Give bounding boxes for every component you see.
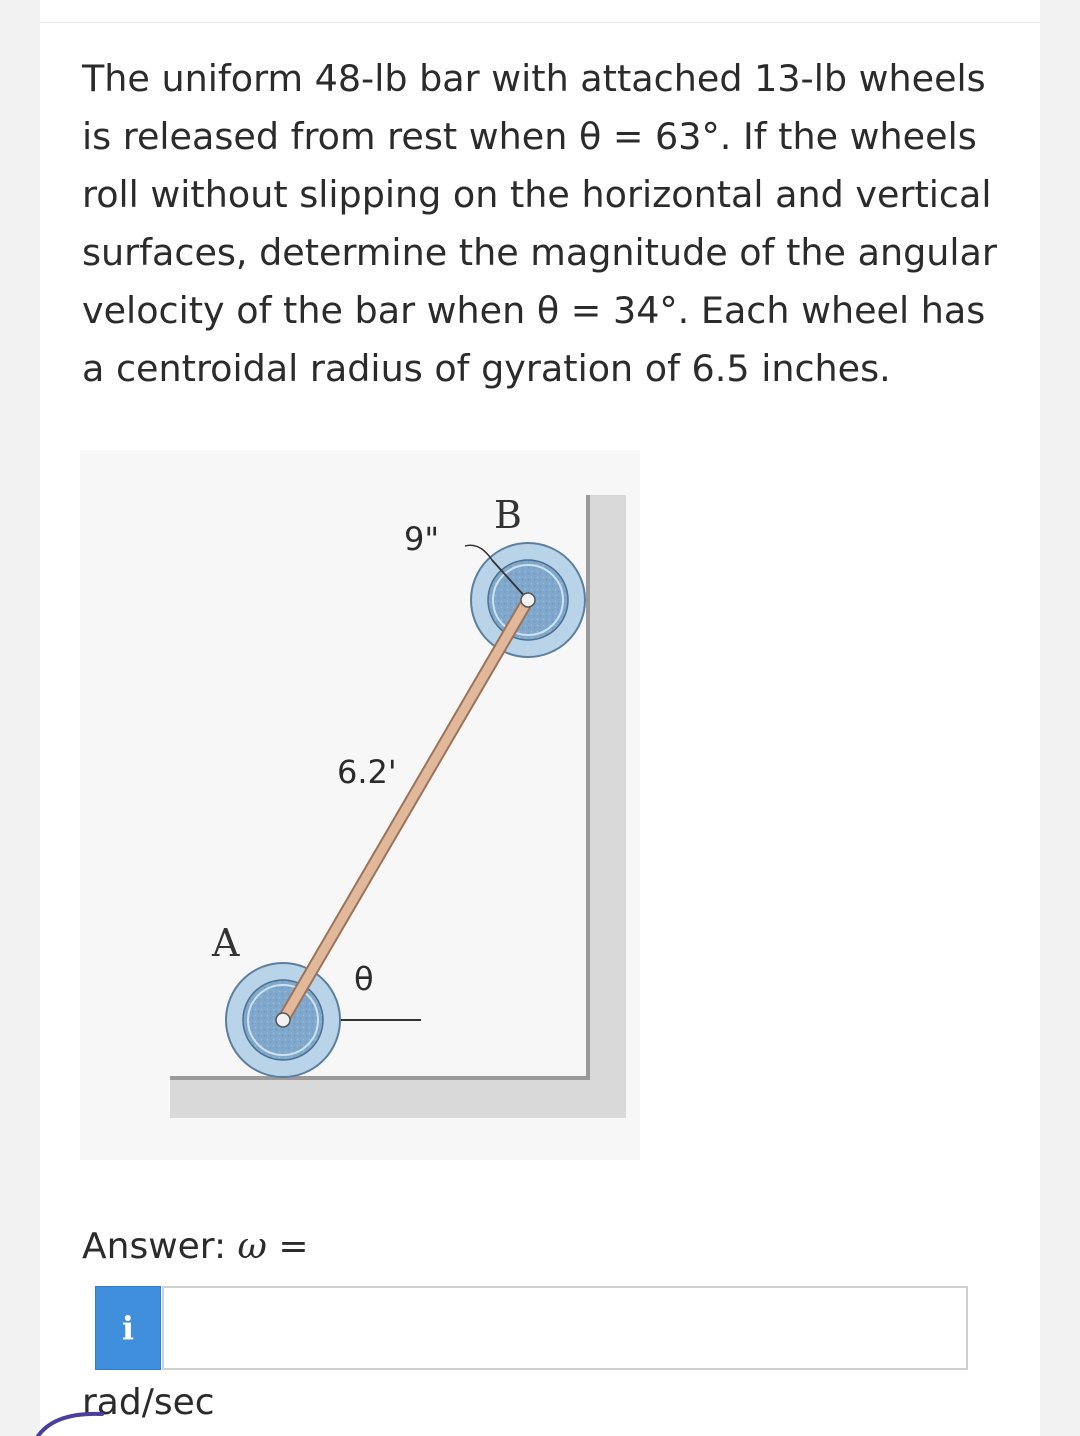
omega-symbol: ω — [237, 1226, 267, 1267]
pin-b — [521, 593, 535, 607]
pin-a — [276, 1013, 290, 1027]
label-wheel-radius: 9" — [404, 520, 440, 558]
answer-input[interactable] — [162, 1286, 968, 1370]
problem-page — [40, 0, 1040, 1436]
label-a: A — [212, 921, 240, 965]
horizontal-floor — [170, 1076, 626, 1118]
top-divider — [40, 22, 1040, 23]
problem-statement: The uniform 48-lb bar with attached 13-lb wheels is released from rest when θ = 63°. If the wheels roll without slipping on the horizontal and vertical surfaces, determine the magnitude of the angular velocity of the bar when θ = 34°. Each wheel has a centroidal radius of gyration of 6.5 inches. — [82, 57, 997, 390]
stylus-stroke-mark — [0, 1400, 110, 1436]
info-icon[interactable]: i — [95, 1286, 161, 1370]
problem-figure — [80, 450, 640, 1160]
vertical-wall — [586, 495, 626, 1115]
label-theta: θ — [354, 960, 374, 998]
equals-sign: = — [278, 1226, 309, 1267]
answer-label — [82, 1226, 309, 1267]
label-bar-length: 6.2' — [337, 753, 397, 791]
answer-prefix: Answer: — [82, 1226, 227, 1267]
units-label: rad/sec — [82, 1382, 215, 1423]
label-b: B — [494, 493, 522, 537]
